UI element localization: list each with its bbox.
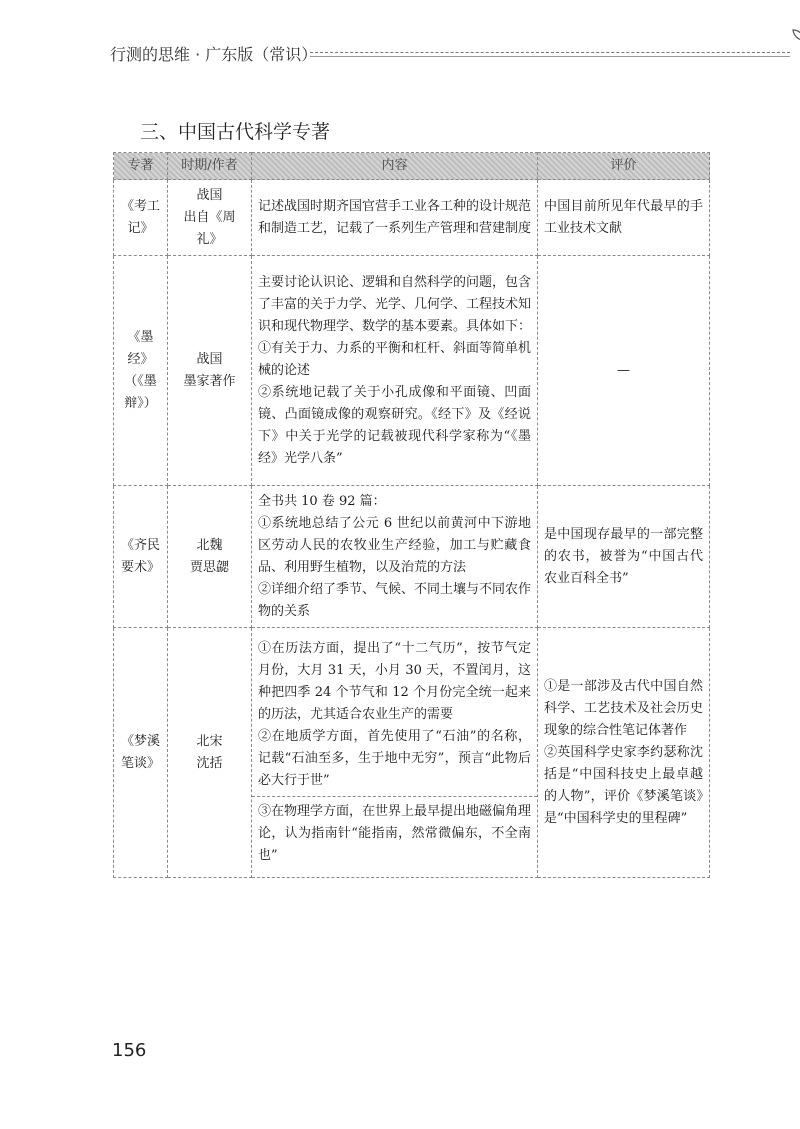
content-point: ①有关于力、力系的平衡和杠杆、斜面等简单机械的论述 xyxy=(258,340,532,378)
work-name-cell xyxy=(114,628,168,878)
content-subcell xyxy=(252,796,537,867)
header-rule-solid xyxy=(310,56,790,57)
author: 出自《周礼》 xyxy=(183,209,236,247)
page-number: 156 xyxy=(112,1040,147,1061)
work-name: 要术》 xyxy=(120,559,160,575)
work-name: 笔谈》 xyxy=(120,755,160,771)
work-name-cell xyxy=(114,180,168,256)
content-text: 全书共 10 卷 92 篇： xyxy=(258,493,386,509)
evaluation-cell xyxy=(538,628,710,878)
column-header: 内容 xyxy=(252,153,538,180)
evaluation-cell xyxy=(538,180,710,256)
content-cell xyxy=(252,486,538,628)
work-name: 《墨经》 xyxy=(127,329,154,367)
table-row xyxy=(114,486,710,628)
science-works-table xyxy=(113,152,710,878)
evaluation-dash: — xyxy=(617,362,630,378)
content-text: 主要讨论认识论、逻辑和自然科学的问题，包含了丰富的关于力学、光学、几何学、工程技术知识和现代物理学、数学的基本要素。具体如下： xyxy=(258,274,532,334)
author: 墨家著作 xyxy=(183,373,236,389)
evaluation-cell xyxy=(538,486,710,628)
content-cell xyxy=(252,256,538,486)
evaluation-text: 中国目前所见年代最早的手工业技术文献 xyxy=(544,198,703,236)
content-point: ①在历法方面，提出了“十二气历”，按节气定月份，大月 31 天，小月 30 天，不置闰月，这种把四季 24 个节气和 12 个月份完全统一起来的历法，尤其适合农业生产的需要 xyxy=(258,641,531,722)
table-row xyxy=(114,628,710,878)
evaluation-text: 是中国现存最早的一部完整的农书，被誉为“中国古代农业百科全书” xyxy=(544,526,703,586)
content-point: ②详细介绍了季节、气候、不同土壤与不同农作物的关系 xyxy=(258,581,532,619)
evaluation-point: ①是一部涉及古代中国自然科学、工艺技术及社会历史现象的综合性笔记体著作 xyxy=(544,678,703,738)
running-title: 行测的思维 · 广东版（常识） xyxy=(110,45,318,64)
author: 贾思勰 xyxy=(189,559,229,575)
table-row xyxy=(114,256,710,486)
era-author-cell xyxy=(168,486,252,628)
era: 战国 xyxy=(196,187,223,203)
content-cell xyxy=(252,628,538,878)
evaluation-point: ②英国科学史家李约瑟称沈括是“中国科技史上最卓越的人物”，评价《梦溪笔谈》是“中国科学史的里程碑” xyxy=(544,744,703,826)
running-header xyxy=(110,40,710,66)
work-alt-name: （《墨辩》） xyxy=(124,373,157,411)
era-author-cell xyxy=(168,628,252,878)
content-point: ②系统地记载了关于小孔成像和平面镜、凹面镜、凸面镜成像的观察研究。《经下》及《经说下》中关于光学的记载被现代科学家称为“《墨经》光学八条” xyxy=(258,384,531,466)
era: 战国 xyxy=(196,351,223,367)
work-name-cell xyxy=(114,486,168,628)
header-rule xyxy=(310,52,790,53)
column-header: 专著 xyxy=(114,153,168,180)
content-point: ②在地质学方面，首先使用了“石油”的名称，记载“石油至多，生于地中无穷”，预言“此物后必大行于世” xyxy=(258,729,531,788)
work-name: 《考工记》 xyxy=(120,198,160,236)
author: 沈括 xyxy=(196,755,223,771)
column-header: 时期/作者 xyxy=(168,153,252,180)
section-title: 三、中国古代科学专著 xyxy=(140,121,331,143)
era-author-cell xyxy=(168,180,252,256)
column-header: 评价 xyxy=(538,153,710,180)
sprout-icon xyxy=(790,26,800,60)
work-name: 《梦溪 xyxy=(120,733,160,749)
table-row xyxy=(114,180,710,256)
work-name-cell xyxy=(114,256,168,486)
content-point: ①系统地总结了公元 6 世纪以前黄河中下游地区劳动人民的农牧业生产经验，加工与贮藏食品、利用野生植物，以及治荒的方法 xyxy=(258,515,531,575)
era-author-cell xyxy=(168,256,252,486)
content-cell xyxy=(252,180,538,256)
content-point: ③在物理学方面，在世界上最早提出地磁偏角理论，认为指南针“能指南，然常微偏东，不全南也” xyxy=(258,804,532,863)
content-text: 记述战国时期齐国官营手工业各工种的设计规范和制造工艺，记载了一系列生产管理和营建制度 xyxy=(258,198,532,236)
table-header-row xyxy=(114,153,710,180)
evaluation-cell xyxy=(538,256,710,486)
era: 北魏 xyxy=(196,537,223,553)
era: 北宋 xyxy=(196,733,223,749)
work-name: 《齐民 xyxy=(120,537,160,553)
